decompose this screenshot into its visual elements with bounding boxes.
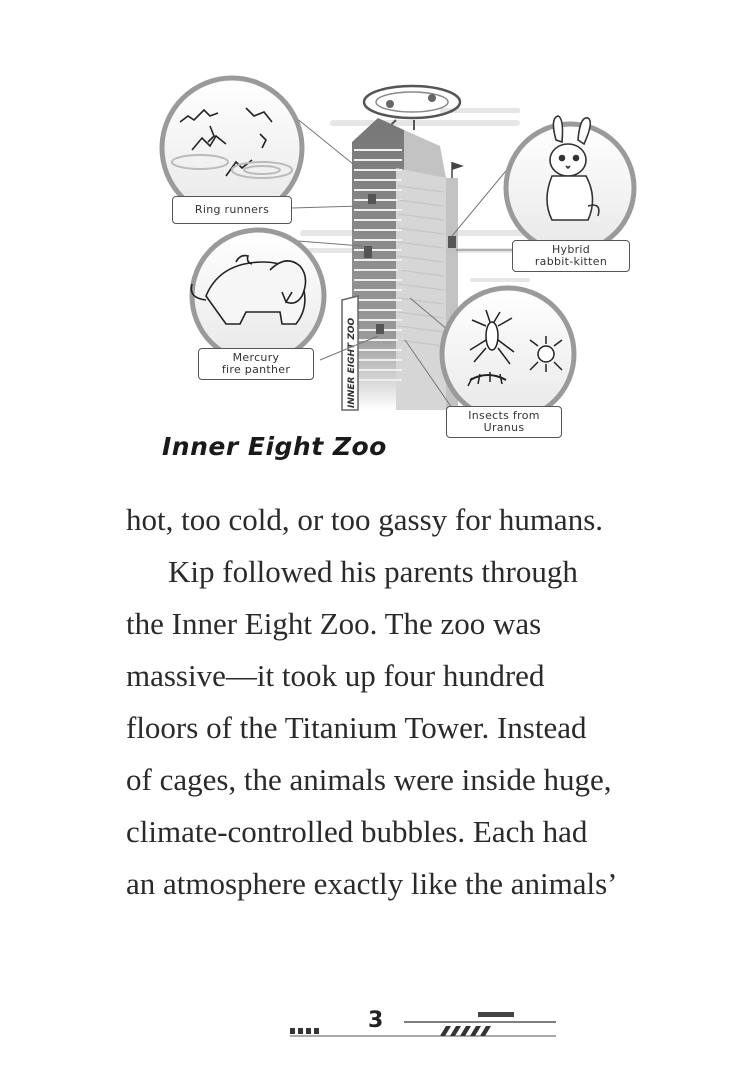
uranus-insects-bubble [442, 288, 574, 420]
body-line: floors of the Titanium Tower. Instead [126, 710, 587, 745]
body-line: the Inner Eight Zoo. The zoo was [126, 606, 542, 641]
mercury-fire-panther-label-line-1: Mercury [232, 351, 280, 364]
mercury-fire-panther-label-line-2: fire panther [221, 363, 291, 376]
ring-runners-label [172, 196, 292, 224]
rabbit-kitten-bubble [506, 116, 634, 252]
insects-from-uranus-label-line-1: Insects from [468, 409, 540, 422]
body-line: massive—it took up four hundred [126, 658, 545, 693]
mercury-fire-panther-label [198, 348, 314, 380]
fire-panther-bubble [191, 230, 324, 362]
insects-from-uranus-label-line-2: Uranus [483, 421, 525, 434]
hybrid-rabbit-kitten-label-line-2: rabbit-kitten [534, 255, 608, 268]
illustration-caption: Inner Eight Zoo [162, 432, 387, 461]
page-number: 3 [368, 1008, 384, 1033]
body-line: an atmosphere exactly like the animals’ [126, 866, 618, 901]
body-line: of cages, the animals were inside huge, [126, 762, 612, 797]
hybrid-rabbit-kitten-label-line-1: Hybrid [551, 243, 591, 256]
footer-decoration [290, 1012, 556, 1036]
body-text [126, 494, 686, 910]
tower-sign: INNER EIGHT ZOO [347, 317, 357, 408]
body-line: hot, too cold, or too gassy for humans. [126, 502, 604, 537]
insects-from-uranus-label [446, 406, 562, 438]
hybrid-rabbit-kitten-label [512, 240, 630, 272]
body-line: climate-controlled bubbles. Each had [126, 814, 588, 849]
ring-runners-label-line-1: Ring runners [194, 203, 270, 216]
body-line: Kip followed his parents through [168, 554, 578, 589]
